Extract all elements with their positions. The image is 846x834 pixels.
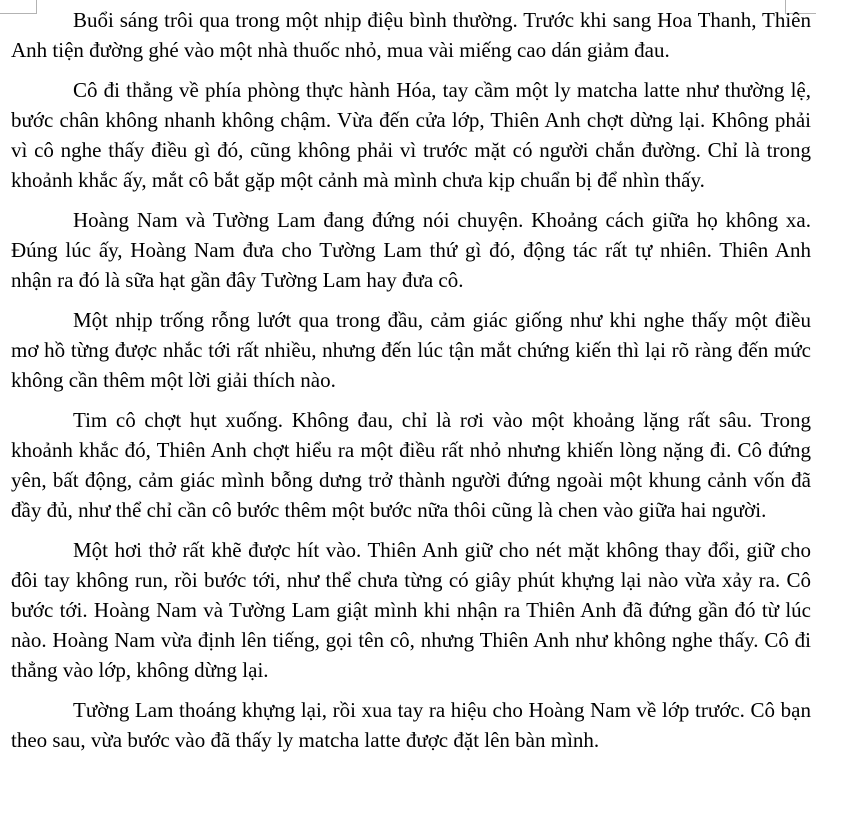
paragraph[interactable]: Một nhịp trống rỗng lướt qua trong đầu, cảm giác giống như khi nghe thấy một điều mơ hồ từng được nhắc tới rất nhiều, nhưng đến lúc tận mắt chứng kiến thì lại rõ ràng đến mức không cần thêm một lời giải thích nào.: [11, 308, 811, 392]
paragraph[interactable]: Tim cô chợt hụt xuống. Không đau, chỉ là rơi vào một khoảng lặng rất sâu. Trong khoảnh khắc đó, Thiên Anh chợt hiểu ra một điều rất nhỏ nhưng khiến lòng nặng đi. Cô đứng yên, bất động, cảm giác mình bỗng dưng trở thành người đứng ngoài một khung cảnh vốn đã đầy đủ, như thể chỉ cần cô bước thêm một bước nữa thôi cũng là chen vào giữa hai người.: [11, 408, 811, 522]
paragraph[interactable]: Buổi sáng trôi qua trong một nhịp điệu bình thường. Trước khi sang Hoa Thanh, Thiên Anh tiện đường ghé vào một nhà thuốc nhỏ, mua vài miếng cao dán giảm đau.: [11, 8, 811, 62]
paragraph[interactable]: Cô đi thẳng về phía phòng thực hành Hóa, tay cầm một ly matcha latte như thường lệ, bước chân không nhanh không chậm. Vừa đến cửa lớp, Thiên Anh chợt dừng lại. Không phải vì cô nghe thấy điều gì đó, cũng không phải vì trước mặt có người chắn đường. Chỉ là trong khoảnh khắc ấy, mắt cô bắt gặp một cảnh mà mình chưa kịp chuẩn bị để nhìn thấy.: [11, 78, 811, 192]
paragraph[interactable]: Hoàng Nam và Tường Lam đang đứng nói chuyện. Khoảng cách giữa họ không xa. Đúng lúc ấy, Hoàng Nam đưa cho Tường Lam thứ gì đó, động tác rất tự nhiên. Thiên Anh nhận ra đó là sữa hạt gần đây Tường Lam hay đưa cô.: [11, 208, 811, 292]
paragraph[interactable]: Một hơi thở rất khẽ được hít vào. Thiên Anh giữ cho nét mặt không thay đổi, giữ cho đôi tay không run, rồi bước tới, như thể chưa từng có giây phút khựng lại nào vừa xảy ra. Cô bước tới. Hoàng Nam và Tường Lam giật mình khi nhận ra Thiên Anh đã đứng gần đó từ lúc nào. Hoàng Nam vừa định lên tiếng, gọi tên cô, nhưng Thiên Anh như không nghe thấy. Cô đi thẳng vào lớp, không dừng lại.: [11, 538, 811, 682]
document-text-area[interactable]: [11, 5, 811, 765]
paragraph[interactable]: Tường Lam thoáng khựng lại, rồi xua tay ra hiệu cho Hoàng Nam về lớp trước. Cô bạn theo sau, vừa bước vào đã thấy ly matcha latte được đặt lên bàn mình.: [11, 698, 811, 752]
